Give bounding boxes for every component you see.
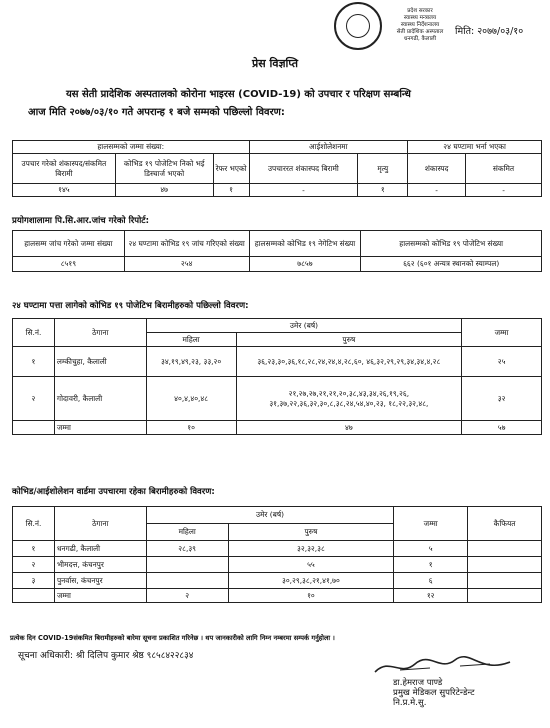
sum-remark bbox=[468, 589, 542, 603]
seal-text bbox=[380, 8, 460, 43]
sum-male: १० bbox=[228, 589, 394, 603]
pos24-header-age: उमेर (बर्ष) bbox=[146, 319, 461, 333]
seal-line: धनगढी, कैलाली bbox=[403, 36, 437, 42]
pos24-header-female: महिला bbox=[146, 333, 236, 347]
row-male-ages: ३०,२९,३८,२१,४१,७० bbox=[228, 573, 394, 589]
row-sn: २ bbox=[13, 377, 55, 421]
row-male-ages: ३२,३२,३८ bbox=[228, 541, 394, 557]
row-address: पुनर्वास, कंचनपुर bbox=[54, 573, 146, 589]
intro-text bbox=[28, 86, 528, 122]
signatory-short: नि.प्र.मे.सु. bbox=[393, 698, 427, 708]
row-sn: २ bbox=[13, 557, 55, 573]
lab-header-positive: हालसम्मको कोभिड १९ पोजेटिभ संख्या bbox=[361, 231, 542, 257]
value-suspected: - bbox=[408, 184, 466, 197]
value-death: १ bbox=[358, 184, 408, 197]
sum-label: जम्मा bbox=[54, 421, 146, 435]
table-row bbox=[13, 377, 542, 421]
row-female-ages bbox=[146, 557, 228, 573]
ward-header-address: ठेगाना bbox=[54, 507, 146, 541]
group-24h-header: २४ घण्टामा भर्ना भएका bbox=[408, 141, 542, 154]
row-female-ages bbox=[146, 573, 228, 589]
table-sum-row bbox=[13, 421, 542, 435]
seal-line: सेती प्रादेशिक अस्पताल bbox=[396, 29, 444, 35]
signatory bbox=[393, 678, 474, 708]
hospital-seal bbox=[334, 2, 382, 50]
sum-blank bbox=[13, 589, 55, 603]
header-infected: संकमित bbox=[466, 154, 542, 184]
seal-line: स्वास्थ्य निर्देशनालय bbox=[400, 22, 440, 28]
header-in-treatment: उपचाररत शंकास्पद बिरामी bbox=[249, 154, 358, 184]
table-row bbox=[13, 573, 542, 589]
sum-female: २ bbox=[146, 589, 228, 603]
row-address: लम्कीचुहा, कैलाली bbox=[54, 347, 146, 377]
group-total-header: हालसम्मको जम्मा संख्या: bbox=[13, 141, 250, 154]
value-treated: १४५ bbox=[13, 184, 116, 197]
ward-header-male: पुरुष bbox=[228, 524, 394, 541]
sum-blank bbox=[13, 421, 55, 435]
sum-total: १२ bbox=[394, 589, 468, 603]
intro-line-1: यस सेती प्रादेशिक अस्पतालको कोरोना भाइरस (COVID-19) को उपचार र परिक्षण सम्बन्धि bbox=[66, 89, 411, 100]
contact-info: सूचना अधिकारी: श्री दिलिप कुमार श्रेष्ठ ९८५८४२२८३४ bbox=[18, 651, 194, 661]
ward-table bbox=[12, 506, 542, 603]
value-discharged: ४७ bbox=[115, 184, 213, 197]
pos24-header-sn: सि.नं. bbox=[13, 319, 55, 347]
header-referred: रेफर भएको bbox=[213, 154, 249, 184]
header-treated: उपचार गरेको शंकास्पद/संकमित बिरामी bbox=[13, 154, 116, 184]
pos24-header-address: ठेगाना bbox=[54, 319, 146, 347]
table-row bbox=[13, 541, 542, 557]
lab-header-negative: हालसम्मको कोभिड १९ नेगेटिभ संख्या bbox=[249, 231, 361, 257]
row-male-ages: ५५ bbox=[228, 557, 394, 573]
pos24-header-total: जम्मा bbox=[462, 319, 542, 347]
header-discharged: कोभिड १९ पोजेटिभ निको भई डिस्चार्ज भएको bbox=[115, 154, 213, 184]
row-address: गोदावरी, कैलाली bbox=[54, 377, 146, 421]
value-in-treatment: - bbox=[249, 184, 358, 197]
lab-header-24h: २४ घण्टामा कोभिड १९ जांच गरिएको संख्या bbox=[124, 231, 249, 257]
seal-emblem-icon bbox=[346, 14, 370, 38]
ward-title: कोभिड/आईशोलेशन वार्डमा उपचारमा रहेका बिरामीहरुको विवरण: bbox=[12, 487, 215, 497]
lab-table bbox=[12, 230, 542, 272]
sum-male: ४७ bbox=[236, 421, 462, 435]
pos24-header-male: पुरुष bbox=[236, 333, 462, 347]
row-total: ३२ bbox=[462, 377, 542, 421]
row-address: धनगढी, कैलाली bbox=[54, 541, 146, 557]
header-death: मृत्यु bbox=[358, 154, 408, 184]
lab-value-total: ८५१९ bbox=[13, 257, 125, 272]
value-referred: १ bbox=[213, 184, 249, 197]
ward-header-sn: सि.नं. bbox=[13, 507, 55, 541]
seal-line: स्वास्थ्य मन्त्रालय bbox=[403, 15, 437, 21]
seal-line: प्रदेश सरकार bbox=[407, 8, 433, 14]
group-isolation-header: आईशोलेशनमा bbox=[249, 141, 408, 154]
ward-header-total: जम्मा bbox=[394, 507, 468, 541]
sum-label: जम्मा bbox=[54, 589, 146, 603]
row-female-ages: २८,३९ bbox=[146, 541, 228, 557]
row-female-ages: ४०,४,४०,४८ bbox=[146, 377, 236, 421]
summary-table bbox=[12, 140, 542, 197]
row-male-ages: ३६,२३,३०,३६,१८,२८,२४,२४,४,२८,६०, ४६,३२,२९,२९,३४,३४,४,२८ bbox=[236, 347, 462, 377]
row-remark bbox=[468, 541, 542, 557]
sum-female: १० bbox=[146, 421, 236, 435]
row-address: भीमदत्त, कंचनपुर bbox=[54, 557, 146, 573]
pos24-table bbox=[12, 318, 542, 435]
row-sn: १ bbox=[13, 541, 55, 557]
lab-title: प्रयोगशालामा पि.सि.आर.जांच गरेको रिपोर्ट: bbox=[12, 216, 149, 226]
row-total: १ bbox=[394, 557, 468, 573]
header-suspected: शंकास्पद bbox=[408, 154, 466, 184]
value-infected: - bbox=[466, 184, 542, 197]
table-sum-row bbox=[13, 589, 542, 603]
row-female-ages: ३४,१९,४९,२३, ३३,२० bbox=[146, 347, 236, 377]
lab-value-negative: ७८५७ bbox=[249, 257, 361, 272]
row-remark bbox=[468, 573, 542, 589]
row-sn: ३ bbox=[13, 573, 55, 589]
ward-header-age: उमेर (बर्ष) bbox=[146, 507, 394, 524]
signatory-designation: प्रमुख मेडिकल सुपरिटेन्डेन्ट bbox=[393, 688, 475, 698]
lab-value-24h: २५४ bbox=[124, 257, 249, 272]
row-total: ६ bbox=[394, 573, 468, 589]
intro-line-2: आज मिति २०७७/०३/१० गते अपरान्ह १ बजे सम्मको पछिल्लो विवरण: bbox=[28, 107, 285, 118]
pos24-title: २४ घण्टामा पत्ता लागेको कोभिड १९ पोजेटिभ बिरामीहरुको पछिल्लो विवरण: bbox=[12, 301, 249, 311]
page-title: प्रेस विज्ञप्ति bbox=[251, 57, 299, 70]
row-total: २५ bbox=[462, 347, 542, 377]
row-remark bbox=[468, 557, 542, 573]
lab-value-positive: ६६२ (६०१ अन्यत्र स्थानको स्याम्पल) bbox=[361, 257, 542, 272]
row-male-ages: २१,२७,२७,२१,२१,२०,३८,४३,३४,२६,१९,२६, ३१,३७,२२,३६,३२,३०,८,३८,२४,५४,४०,२३, १८,२२,३२,४८, bbox=[236, 377, 462, 421]
row-total: ५ bbox=[394, 541, 468, 557]
signature-image bbox=[370, 652, 520, 680]
footnote: प्रत्येक दिन COVID-19संकमित बिरामीहरुको बारेमा सूचना प्रकाशित गरिनेछ । थप जानकारीको लागि निम्न नम्बरमा सम्पर्क गर्नुहोला । bbox=[10, 634, 335, 642]
lab-header-total: हालसम्म जांच गरेको जम्मा संख्या bbox=[13, 231, 125, 257]
table-row bbox=[13, 347, 542, 377]
date: मिति: २०७७/०३/१० bbox=[455, 26, 524, 37]
sum-total: ५७ bbox=[462, 421, 542, 435]
ward-header-remark: कैफियत bbox=[468, 507, 542, 541]
row-sn: १ bbox=[13, 347, 55, 377]
ward-header-female: महिला bbox=[146, 524, 228, 541]
signatory-name: डा.हेमराज पाण्डे bbox=[393, 678, 443, 688]
table-row bbox=[13, 557, 542, 573]
